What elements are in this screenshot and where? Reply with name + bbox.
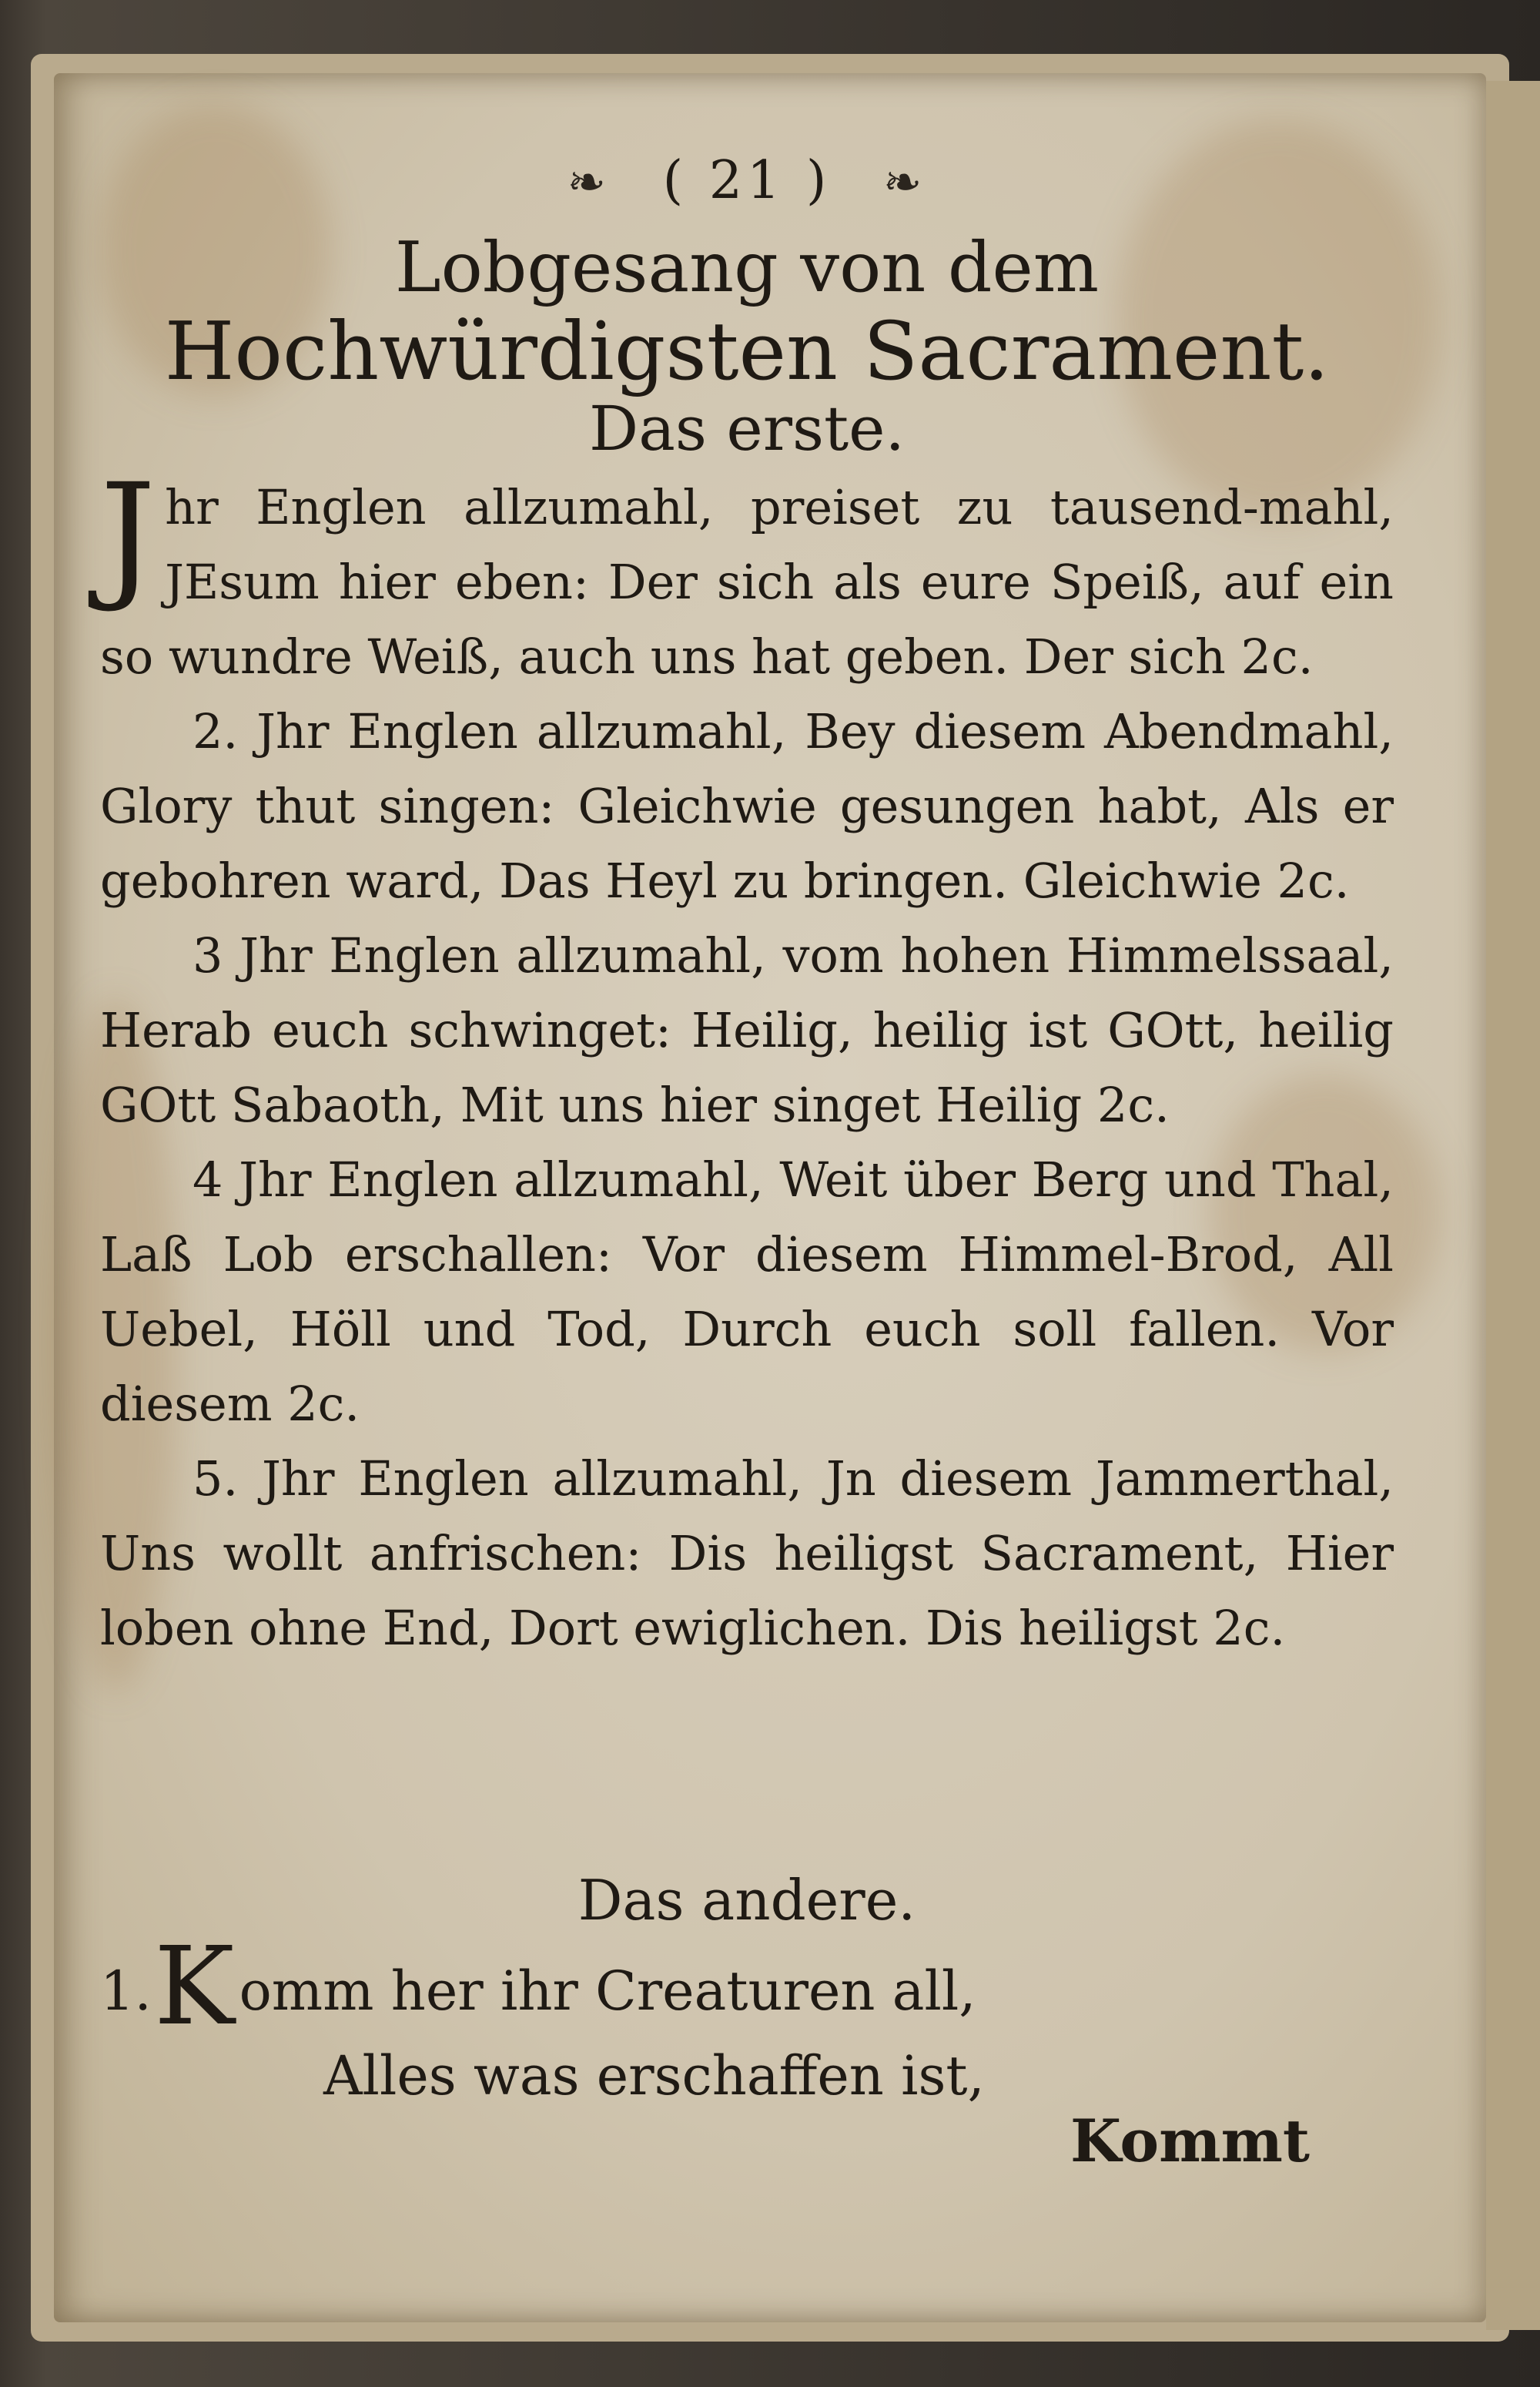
line-text: omm her ihr Creaturen all, bbox=[239, 1960, 976, 2023]
section-heading-first: Das erste. bbox=[589, 393, 905, 464]
drop-cap: J bbox=[100, 454, 156, 615]
verse-5: 5. Jhr Englen allzumahl, Jn diesem Jammerthal, Uns wollt anfrischen: Dis heiligst Sacrament, Hier loben ohne End, Dort ewiglichen. Dis heiligst 2c. bbox=[100, 1450, 1394, 1656]
verse-3: 3 Jhr Englen allzumahl, vom hohen Himmelssaal, Herab euch schwinget: Heilig, heilig ist GOtt, heilig GOtt Sabaoth, Mit uns hier singet Heilig 2c. bbox=[100, 927, 1394, 1133]
verse-4: 4 Jhr Englen allzumahl, Weit über Berg und Thal, Laß Lob erschallen: Vor diesem Himmel-Brod, All Uebel, Höll und Tod, Durch euch soll fallen. Vor diesem 2c. bbox=[100, 1152, 1394, 1432]
verse-2: 2. Jhr Englen allzumahl, Bey diesem Abendmahl, Glory thut singen: Gleichwie gesungen habt, Als er gebohren ward, Das Heyl zu bringen. Gleichwie 2c. bbox=[100, 703, 1394, 909]
page-text bbox=[100, 150, 1394, 2245]
section-heading-second: Das andere. bbox=[578, 1868, 916, 1933]
facing-page-edge bbox=[1486, 81, 1540, 2330]
drop-cap: K bbox=[154, 1924, 235, 2050]
second-hymn-verse bbox=[100, 1924, 1394, 2118]
second-hymn-line2: Alles was erschaffen ist, bbox=[323, 2044, 985, 2107]
verse-text: hr Englen allzumahl, preiset zu tausend-mahl, JEsum hier eben: Der sich als eure Speiß, auf ein so wundre Weiß, auch uns hat geben. Der sich 2c. bbox=[100, 479, 1394, 685]
ornament-right-icon: ❧ bbox=[883, 156, 927, 210]
catchword: Kommt bbox=[1070, 2107, 1311, 2175]
verses bbox=[100, 454, 1394, 1665]
ornament-left-icon: ❧ bbox=[567, 156, 611, 210]
page-header bbox=[100, 150, 1394, 211]
verse-number: 1. bbox=[100, 1960, 152, 2023]
hymn-title-line1: Lobgesang von dem bbox=[394, 227, 1100, 308]
hymn-title-line2: Hochwürdigsten Sacrament. bbox=[164, 304, 1330, 398]
second-hymn-line1 bbox=[100, 1924, 1394, 2050]
page-number: ( 21 ) bbox=[662, 150, 832, 211]
verse-1 bbox=[100, 454, 1394, 694]
